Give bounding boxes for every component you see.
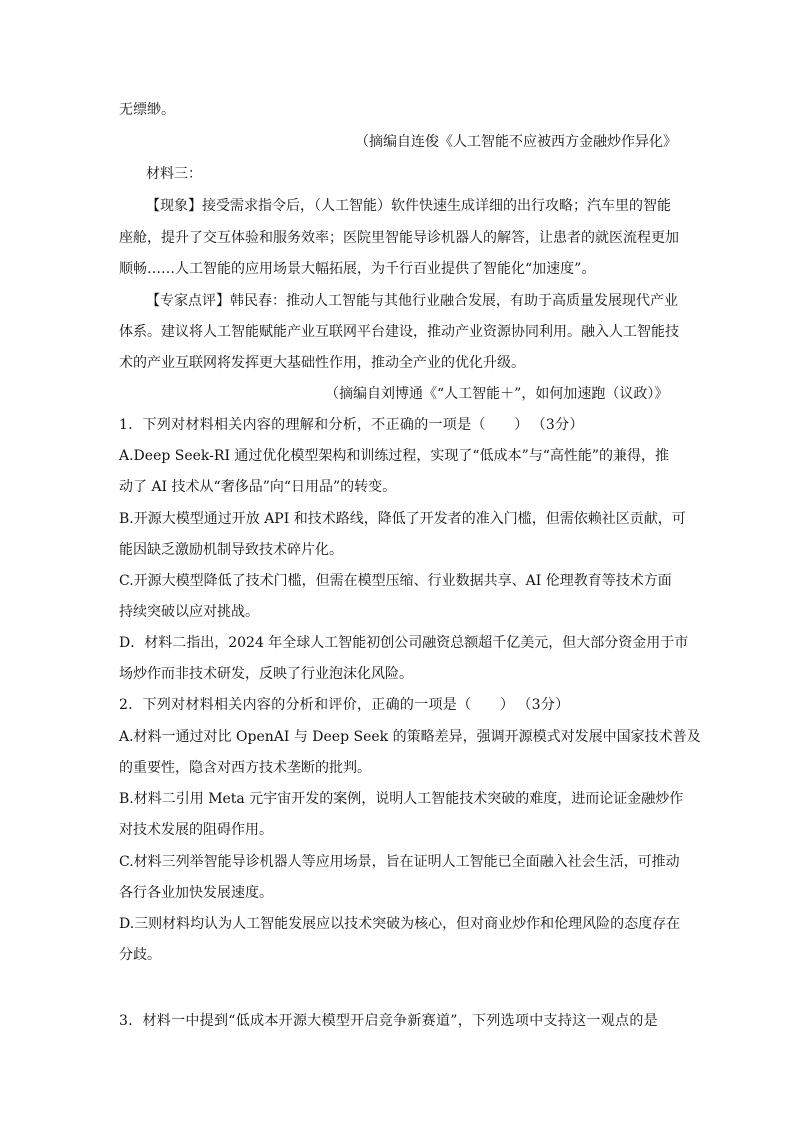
expert-line: 术的产业互联网将发挥更大基础性作用，推动全产业的优化升级。	[119, 355, 525, 371]
q2-option-c-line: C.材料三列举智能导诊机器人等应用场景，旨在证明人工智能已全面融入社会生活，可推动	[119, 854, 680, 870]
q2-option-d-line: D.三则材料均认为人工智能发展应以技术突破为核心，但对商业炒作和伦理风险的态度存在	[119, 916, 681, 932]
material3-source: （摘编自刘博通《“人工智能＋”，如何加速跑（议政）》	[325, 386, 669, 402]
question-score: （3分）	[538, 417, 584, 433]
q1-option-c-line: C.开源大模型降低了技术门槛，但需在模型压缩、行业数据共享、AI 伦理教育等技术方面	[119, 573, 672, 589]
question-3-stem: 3．材料一中提到“低成本开源大模型开启竞争新赛道”，下列选项中支持这一观点的是	[119, 1013, 658, 1029]
material2-end-text: 无缥缈。	[119, 102, 175, 118]
q1-option-a-line: A.Deep Seek-RI 通过优化模型架构和训练过程，实现了“低成本”与“高性能”的兼得，推	[119, 448, 670, 464]
question-1-stem	[119, 415, 584, 435]
material3-heading: 材料三：	[146, 166, 202, 182]
q2-option-b-line: 对技术发展的阻碍作用。	[119, 822, 273, 838]
phenomenon-line: 【现象】接受需求指令后，（人工智能）软件快速生成详细的出行攻略；汽车里的智能	[146, 198, 671, 214]
question-score: （3分）	[524, 697, 570, 713]
phenomenon-line: 顺畅……人工智能的应用场景大幅拓展，为千行百业提供了智能化“加速度”。	[119, 261, 596, 277]
q2-option-a-line: 的重要性，隐含对西方技术垄断的批判。	[119, 760, 371, 776]
expert-line: 【专家点评】韩民春：推动人工智能与其他行业融合发展，有助于高质量发展现代产业	[146, 293, 678, 309]
q1-option-b-line: 能因缺乏激励机制导致技术碎片化。	[119, 542, 343, 558]
q1-option-c-line: 持续突破以应对挑战。	[119, 604, 259, 620]
q1-option-a-line: 动了 AI 技术从“奢侈品”向“日用品”的转变。	[119, 479, 397, 495]
material2-source: （摘编自连俊《人工智能不应被西方金融炒作异化》	[355, 134, 677, 150]
q1-option-b-line: B.开源大模型通过开放 API 和技术路线，降低了开发者的准入门槛，但需依赖社区贡献，可	[119, 511, 686, 527]
q1-option-d-line: 场炒作而非技术研发，反映了行业泡沫化风险。	[119, 666, 413, 682]
phenomenon-line: 座舱，提升了交互体验和服务效率；医院里智能导诊机器人的解答，让患者的就医流程更加	[119, 230, 679, 246]
question-stem-text: 1．下列对材料相关内容的理解和分析，不正确的一项是（ ）	[119, 417, 529, 433]
q2-option-c-line: 各行各业加快发展速度。	[119, 885, 273, 901]
expert-line: 体系。建议将人工智能赋能产业互联网平台建设，推动产业资源协同利用。融入人工智能技	[119, 324, 679, 340]
question-2-stem	[119, 695, 569, 715]
q2-option-a-line: A.材料一通过对比 OpenAI 与 Deep Seek 的策略差异，强调开源模式对发展中国家技术普及	[119, 729, 701, 745]
q2-option-b-line: B.材料二引用 Meta 元宇宙开发的案例，说明人工智能技术突破的难度，进而论证金融炒作	[119, 791, 684, 807]
question-stem-text: 2．下列对材料相关内容的分析和评价，正确的一项是（ ）	[119, 697, 515, 713]
q1-option-d-line: D．材料二指出，2024 年全球人工智能初创公司融资总额超千亿美元，但大部分资金用于市	[119, 635, 689, 651]
q2-option-d-line: 分歧。	[119, 947, 161, 963]
